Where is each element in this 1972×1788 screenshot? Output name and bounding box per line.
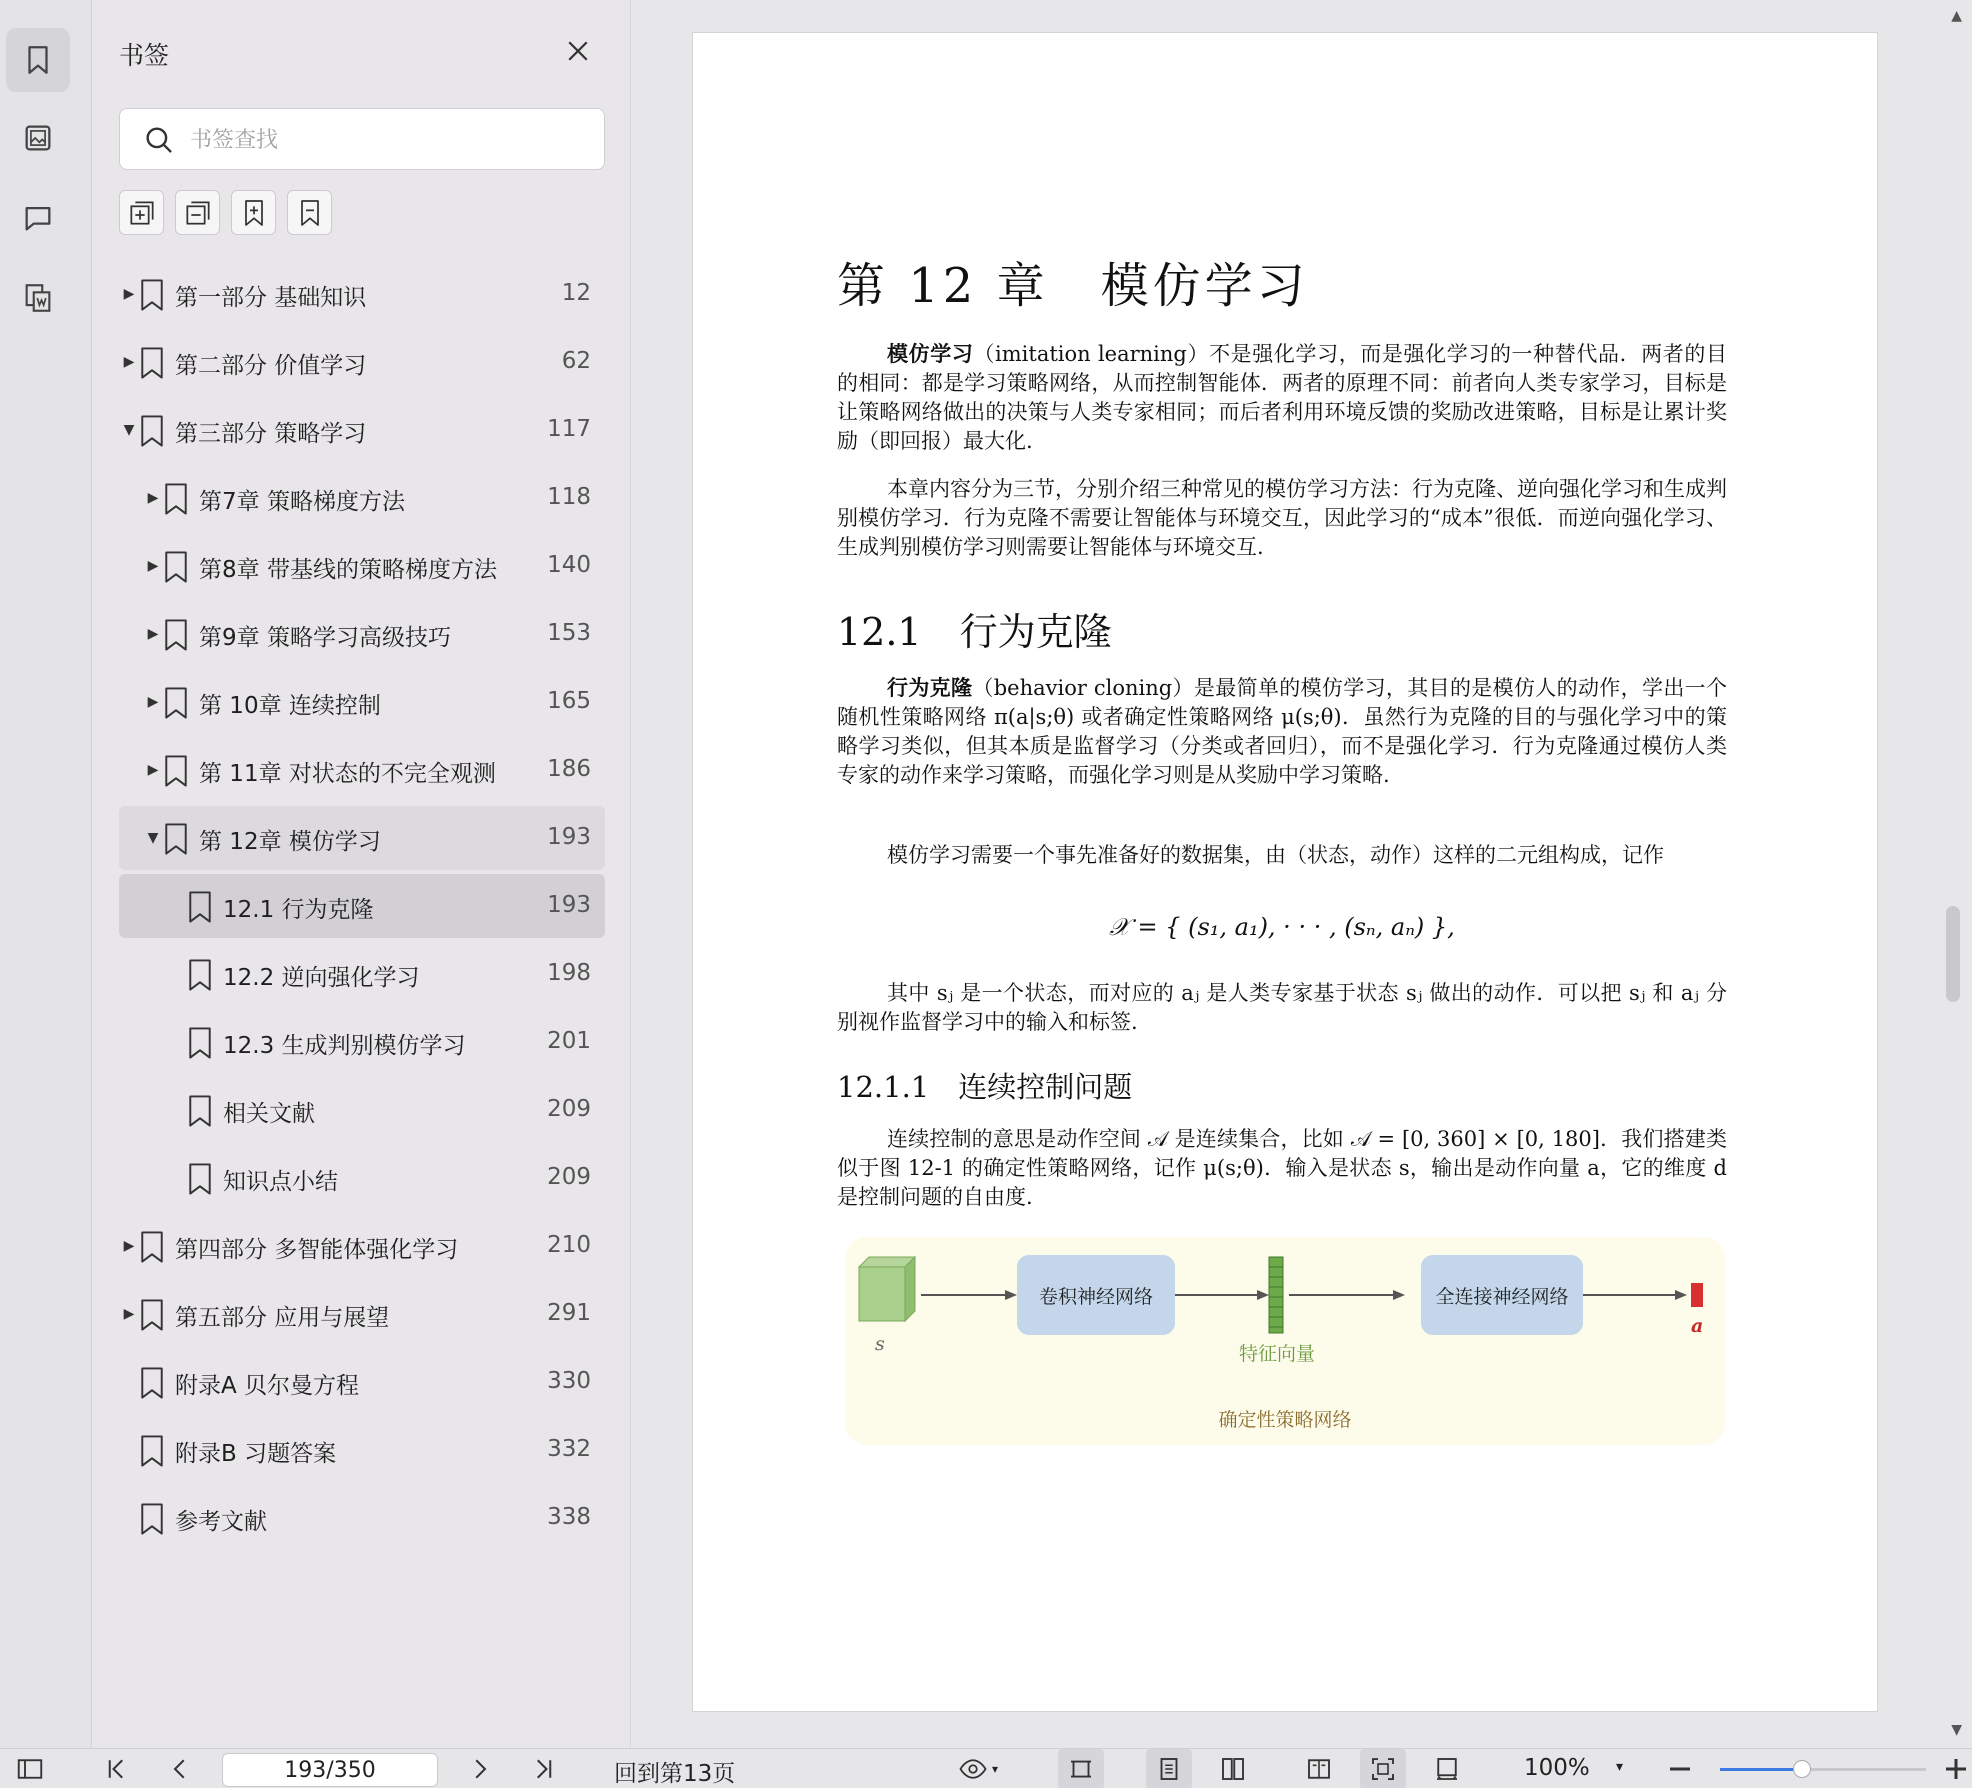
bookmark-page: 62 — [561, 348, 591, 374]
remove-bookmark-button[interactable] — [287, 190, 332, 235]
bookmark-page: 291 — [547, 1300, 591, 1326]
expand-caret-icon[interactable]: ▶ — [123, 354, 135, 370]
bookmark-page: 193 — [547, 892, 591, 918]
term-bold: 行为克隆 — [887, 675, 973, 700]
policy-network-figure — [845, 1237, 1725, 1445]
bookmark-icon — [137, 1502, 167, 1536]
bookmark-search — [119, 108, 605, 170]
last-page-button[interactable] — [524, 1749, 564, 1788]
expand-caret-icon[interactable]: ▶ — [123, 1306, 135, 1322]
bookmark-item[interactable] — [119, 1010, 605, 1074]
scroll-up-arrow-icon[interactable]: ▲ — [1951, 8, 1962, 24]
bookmark-page: 186 — [547, 756, 591, 782]
expand-caret-icon[interactable]: ▶ — [147, 490, 159, 506]
bookmark-label: 第三部分 策略学习 — [175, 421, 367, 447]
zoom-level: 100% — [1524, 1755, 1590, 1781]
bookmark-panel — [93, 0, 631, 1748]
expand-all-icon — [126, 197, 158, 229]
bookmark-remove-icon — [294, 197, 326, 229]
bookmark-page: 330 — [547, 1368, 591, 1394]
bookmark-page: 198 — [547, 960, 591, 986]
bookmark-page: 193 — [547, 824, 591, 850]
bookmark-item[interactable] — [119, 1078, 605, 1142]
bookmark-item[interactable] — [119, 1214, 605, 1278]
left-rail — [0, 0, 92, 1748]
comment-icon — [21, 201, 55, 235]
bookmark-icon — [137, 1434, 167, 1468]
cnn-box: 卷积神经网络 — [1017, 1255, 1175, 1335]
fit-page-button[interactable] — [1360, 1749, 1406, 1788]
bookmark-item[interactable] — [119, 262, 605, 326]
bookmark-item[interactable] — [119, 1486, 605, 1550]
vertical-scrollbar-thumb[interactable] — [1946, 906, 1960, 1002]
bookmark-label: 附录B 习题答案 — [175, 1441, 337, 1467]
paragraph-text: （imitation learning）不是强化学习，而是强化学习的一种替代品．两者的目的相同：都是学习策略网络，从而控制智能体．两者的原理不同：前者向人类专家学习，目标是让策略网络做出的决策与人类专家相同；而后者利用环境反馈的奖励改进策略，目标是让累计奖励（即回报）最大化. — [837, 342, 1728, 453]
dataset-formula: 𝒳 = { (s₁, a₁), · · · , (sₙ, aₙ) }, — [1109, 913, 1455, 941]
bookmark-item[interactable] — [119, 1418, 605, 1482]
section-paragraph-1 — [837, 673, 1727, 790]
bookmark-icon — [137, 414, 167, 448]
fc-box: 全连接神经网络 — [1421, 1255, 1583, 1335]
bookmark-page: 117 — [547, 416, 591, 442]
last-page-icon — [529, 1754, 559, 1784]
zoom-in-button[interactable] — [1940, 1749, 1972, 1788]
book-view-icon — [1304, 1754, 1334, 1784]
sidebar-toggle-icon — [15, 1754, 45, 1784]
bookmark-icon — [185, 890, 215, 924]
goto-page-link[interactable]: 回到第13页 — [614, 1761, 736, 1787]
fit-width-button[interactable] — [1058, 1749, 1104, 1788]
bookmark-icon — [161, 550, 191, 584]
bookmark-page: 338 — [547, 1504, 591, 1530]
section-paragraph-3: 其中 sⱼ 是一个状态，而对应的 aⱼ 是人类专家基于状态 sⱼ 做出的动作．可以把 sⱼ 和 aⱼ 分别视作监督学习中的输入和标签. — [837, 981, 1727, 1034]
collapse-all-button[interactable] — [175, 190, 220, 235]
bookmark-icon — [21, 43, 55, 77]
expand-caret-icon[interactable]: ▶ — [147, 626, 159, 642]
bookmark-item[interactable] — [119, 602, 605, 666]
two-page-icon — [1218, 1754, 1248, 1784]
bookmark-icon — [161, 754, 191, 788]
feature-vector-label: 特征向量 — [1239, 1343, 1316, 1365]
panel-title: 书签 — [119, 41, 170, 70]
bookmark-label: 知识点小结 — [223, 1169, 338, 1195]
bookmark-icon — [185, 958, 215, 992]
chevron-down-icon: ▾ — [991, 1762, 999, 1776]
toggle-sidebar-button[interactable] — [10, 1749, 50, 1788]
document-viewport[interactable] — [632, 0, 1972, 1748]
zoom-slider[interactable] — [1720, 1768, 1926, 1771]
bookmark-item[interactable] — [119, 738, 605, 802]
book-view-button[interactable] — [1296, 1749, 1342, 1788]
paragraph-text: （behavior cloning）是最简单的模仿学习，其目的是模仿人的动作，学出一个随机性策略网络 π(a|s;θ) 或者确定性策略网络 μ(s;θ)．虽然行为克隆的目的与强化学习中的策略学习类似，但其本质是监督学习（分类或者回归），而不是强化学习．行为克隆通过模仿人类专家的动作来学习策略，而强化学习则是从奖励中学习策略. — [837, 676, 1727, 787]
page-number-input[interactable] — [222, 1753, 438, 1787]
figure-caption: 确定性策略网络 — [1218, 1409, 1352, 1431]
collapse-caret-icon[interactable]: ▼ — [123, 422, 135, 438]
expand-caret-icon[interactable]: ▶ — [147, 558, 159, 574]
scroll-down-arrow-icon[interactable]: ▼ — [1951, 1722, 1962, 1738]
bookmark-icon — [161, 618, 191, 652]
expand-all-button[interactable] — [119, 190, 164, 235]
figure-output-label: a — [1691, 1315, 1704, 1337]
single-page-icon — [1154, 1754, 1184, 1784]
bookmark-page: 209 — [547, 1096, 591, 1122]
bookmark-icon — [161, 482, 191, 516]
bookmark-page: 153 — [547, 620, 591, 646]
pdf-page — [692, 32, 1878, 1712]
chapter-title: 第 12 章 模仿学习 — [837, 258, 1309, 314]
add-bookmark-button[interactable] — [231, 190, 276, 235]
figure-input-label: s — [875, 1333, 885, 1355]
bookmark-item[interactable] — [119, 1146, 605, 1210]
bookmark-label: 相关文献 — [223, 1101, 315, 1127]
bookmark-label: 参考文献 — [175, 1509, 267, 1535]
collapse-caret-icon[interactable]: ▼ — [147, 830, 159, 846]
bookmark-item[interactable] — [119, 670, 605, 734]
image-icon — [21, 121, 55, 155]
bookmark-label: 第 12章 模仿学习 — [199, 829, 381, 855]
bookmark-label: 第一部分 基础知识 — [175, 285, 367, 311]
chevron-left-icon — [165, 1754, 195, 1784]
bookmark-add-icon — [238, 197, 270, 229]
chevron-right-icon — [465, 1754, 495, 1784]
first-page-button[interactable] — [96, 1749, 136, 1788]
search-icon — [142, 123, 176, 157]
view-mode-dropdown[interactable] — [948, 1749, 1008, 1788]
bookmark-page: 201 — [547, 1028, 591, 1054]
close-panel-button[interactable] — [563, 36, 593, 66]
bookmark-item-selected[interactable] — [119, 874, 605, 938]
first-page-icon — [101, 1754, 131, 1784]
section-paragraph-2: 模仿学习需要一个事先准备好的数据集，由（状态，动作）这样的二元组构成，记作 — [887, 843, 1664, 867]
bookmark-label: 第7章 策略梯度方法 — [199, 489, 405, 515]
fit-width-icon — [1066, 1754, 1096, 1784]
bookmark-page: 165 — [547, 688, 591, 714]
zoom-dropdown-chevron-icon[interactable]: ▾ — [1616, 1759, 1624, 1775]
bookmark-item[interactable] — [119, 330, 605, 394]
intro-paragraph-1 — [837, 339, 1727, 456]
bookmark-label: 第8章 带基线的策略梯度方法 — [199, 557, 497, 583]
bookmark-icon — [137, 346, 167, 380]
intro-paragraph-2: 本章内容分为三节，分别介绍三种常见的模仿学习方法：行为克隆、逆向强化学习和生成判别模仿学习．行为克隆不需要让智能体与环境交互，因此学习的“成本”很低．而逆向强化学习、生成判别模仿学习则需要让智能体与环境交互. — [837, 477, 1727, 559]
bookmark-icon — [185, 1026, 215, 1060]
bookmark-page: 209 — [547, 1164, 591, 1190]
bookmark-label: 第 11章 对状态的不完全观测 — [199, 761, 496, 787]
bookmark-label: 12.3 生成判别模仿学习 — [223, 1033, 466, 1059]
bookmark-search-input[interactable] — [190, 121, 590, 159]
bookmark-page: 118 — [547, 484, 591, 510]
bookmark-icon — [161, 686, 191, 720]
bookmark-icon — [185, 1094, 215, 1128]
eye-icon — [958, 1754, 988, 1784]
document-stack-icon — [21, 281, 55, 315]
bookmark-icon — [185, 1162, 215, 1196]
close-icon — [563, 36, 593, 66]
term-bold: 模仿学习 — [887, 341, 974, 366]
bookmark-label: 12.1 行为克隆 — [223, 897, 374, 923]
bookmark-label: 第 10章 连续控制 — [199, 693, 381, 719]
bookmark-icon — [137, 1230, 167, 1264]
bookmark-icon — [137, 1298, 167, 1332]
bookmark-icon — [137, 1366, 167, 1400]
subsection-title: 12.1.1 连续控制问题 — [837, 1070, 1133, 1104]
bookmark-item[interactable] — [119, 398, 605, 462]
bookmark-item[interactable] — [119, 942, 605, 1006]
bookmark-toolbar — [119, 190, 332, 235]
bookmark-item[interactable] — [119, 534, 605, 598]
expand-caret-icon[interactable]: ▶ — [147, 762, 159, 778]
zoom-slider-fill — [1720, 1768, 1802, 1771]
bookmark-label: 第四部分 多智能体强化学习 — [175, 1237, 459, 1263]
section-title: 12.1 行为克隆 — [837, 610, 1112, 654]
attachment-panel-tab[interactable] — [6, 266, 70, 330]
zoom-out-button[interactable] — [1664, 1749, 1696, 1788]
bookmark-item[interactable] — [119, 1282, 605, 1346]
subsection-paragraph-1: 连续控制的意思是动作空间 𝒜 是连续集合，比如 𝒜 = [0, 360] × [0, 180]．我们搭建类似于图 12-1 的确定性策略网络，记作 μ(s;θ)．输入是状态 s，输出是动作向量 a，它的维度 d 是控制问题的自由度. — [837, 1127, 1727, 1209]
bookmark-icon — [161, 822, 191, 856]
expand-caret-icon[interactable]: ▶ — [123, 1238, 135, 1254]
bookmark-page: 140 — [547, 552, 591, 578]
bookmark-label: 12.2 逆向强化学习 — [223, 965, 420, 991]
rotate-icon — [1432, 1754, 1462, 1784]
zoom-slider-handle[interactable] — [1793, 1760, 1811, 1778]
previous-page-button[interactable] — [160, 1749, 200, 1788]
collapse-all-icon — [182, 197, 214, 229]
expand-caret-icon[interactable]: ▶ — [123, 286, 135, 302]
bookmark-item[interactable] — [119, 1350, 605, 1414]
single-page-button[interactable] — [1146, 1749, 1192, 1788]
bottom-toolbar — [0, 1748, 1972, 1788]
bookmark-label: 第二部分 价值学习 — [175, 353, 367, 379]
rotate-button[interactable] — [1424, 1749, 1470, 1788]
bookmark-label: 第五部分 应用与展望 — [175, 1305, 390, 1331]
bookmark-label: 第9章 策略学习高级技巧 — [199, 625, 451, 651]
plus-icon — [1941, 1754, 1971, 1784]
minus-icon — [1665, 1754, 1695, 1784]
expand-caret-icon[interactable]: ▶ — [147, 694, 159, 710]
fit-page-icon — [1368, 1754, 1398, 1784]
bookmark-page: 210 — [547, 1232, 591, 1258]
thumbnail-panel-tab[interactable] — [6, 106, 70, 170]
bookmark-icon — [137, 278, 167, 312]
bookmark-label: 附录A 贝尔曼方程 — [175, 1373, 360, 1399]
bookmark-panel-tab[interactable] — [6, 28, 70, 92]
bookmark-page: 12 — [561, 280, 591, 306]
comment-panel-tab[interactable] — [6, 186, 70, 250]
two-page-button[interactable] — [1210, 1749, 1256, 1788]
bookmark-item-current-chapter[interactable] — [119, 806, 605, 870]
bookmark-item[interactable] — [119, 466, 605, 530]
bookmark-page: 332 — [547, 1436, 591, 1462]
next-page-button[interactable] — [460, 1749, 500, 1788]
